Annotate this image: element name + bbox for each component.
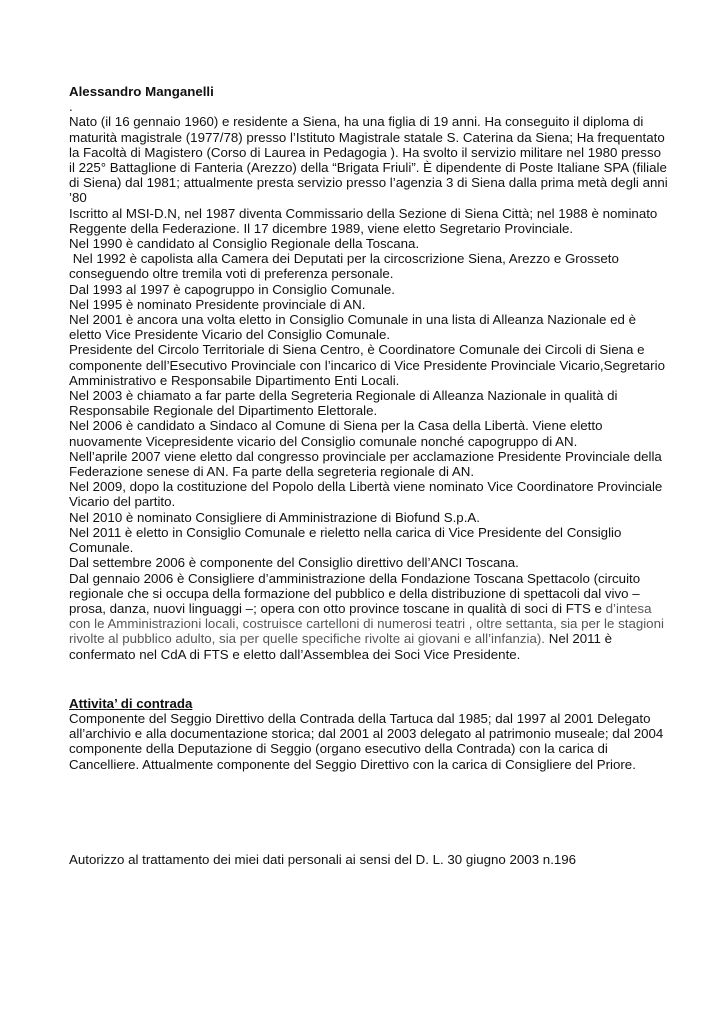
fts-text-part2: Nel 2011 è confermato nel CdA di FTS e eletto dall’Assemblea dei Soci Vice Presidente.	[69, 631, 613, 662]
bio-paragraph-12: Nel 2009, dopo la costituzione del Popolo della Libertà viene nominato Vice Coordinatore Provinciale Vicario del partito.	[69, 479, 663, 510]
bio-paragraph-8: Presidente del Circolo Territoriale di Siena Centro, è Coordinatore Comunale dei Circoli di Siena e componente dell’Esecutivo Provinciale con l’incarico di Vice Presidente Provinciale Vicario,Segretario Amministrativo e Responsabile Dipartimento Enti Locali.	[69, 342, 665, 388]
bio-paragraph-11: Nell’aprile 2007 viene eletto dal congresso provinciale per acclamazione Presidente Provinciale della Federazione senese di AN. Fa parte della segreteria regionale di AN.	[69, 448, 662, 480]
contrada-section	[69, 711, 669, 772]
separator-dot: .	[69, 99, 73, 115]
authorization-statement: Autorizzo al trattamento dei miei dati personali ai sensi del D. L. 30 giugno 2003 n.196	[69, 852, 577, 867]
fts-text-part1: Dal gennaio 2006 è Consigliere d’amministrazione della Fondazione Toscana Spettacolo (circuito regionale che si occupa della formazione del pubblico e della distribuzione di spettacoli dal vivo – prosa, danza, nuovi linguaggi –; opera con otto province toscane in qualità di soci di FTS e	[69, 570, 641, 616]
document-body	[69, 84, 669, 772]
fts-text-gray: d’intesa con le Amministrazioni locali, costruisce cartelloni di numerosi teatri , oltre settanta, sia per le stagioni rivolte al pubblico adulto, sia per quelle specifiche rivolte ai giovani e all’infanzia).	[69, 600, 664, 647]
bio-paragraph-4: Nel 1992 è capolista alla Camera dei Deputati per la circoscrizione Siena, Arezzo e Grosseto conseguendo oltre tremila voti di preferenza personale.	[69, 251, 623, 282]
biography-section	[69, 114, 669, 661]
bio-paragraph-14: Nel 2011 è eletto in Consiglio Comunale e rieletto nella carica di Vice Presidente del Consiglio Comunale.	[69, 524, 622, 556]
bio-paragraph-13: Nel 2010 è nominato Consigliere di Amministrazione di Biofund S.p.A.	[69, 509, 480, 525]
bio-paragraph-6: Nel 1995 è nominato Presidente provinciale di AN.	[69, 296, 366, 312]
bio-paragraph-10: Nel 2006 è candidato a Sindaco al Comune di Siena per la Casa della Libertà. Viene eletto nuovamente Vicepresidente vicario del Consiglio comunale nonché capogruppo di AN.	[69, 418, 603, 449]
bio-paragraph-3: Nel 1990 è candidato al Consiglio Regionale della Toscana.	[69, 236, 420, 252]
bio-paragraph-2: Iscritto al MSI-D.N, nel 1987 diventa Commissario della Sezione di Siena Città; nel 1988 è nominato Reggente della Federazione. Il 17 dicembre 1989, viene eletto Segretario Provinciale.	[69, 205, 658, 236]
bio-paragraph-1: Nato (il 16 gennaio 1960) e residente a Siena, ha una figlia di 19 anni. Ha conseguito il diploma di maturità magistrale (1977/78) presso l’Istituto Magistrale statale S. Caterina da Siena; Ha frequentato la Facoltà di Magistero (Corso di Laurea in Pedagogia ). Ha svolto il servizio militare nel 1980 presso il 225° Battaglione di Fanteria (Arezzo) della “Brigata Friuli”. È dipendente di Poste Italiane SPA (filiale di Siena) dal 1981; attualmente presta servizio presso l’agenzia 3 di Siena dalla prima metà degli anni ’80	[69, 114, 668, 206]
bio-paragraph-7: Nel 2001 è ancora una volta eletto in Consiglio Comunale in una lista di Alleanza Nazionale ed è eletto Vice Presidente Vicario del Consiglio Comunale.	[69, 312, 636, 343]
bio-paragraph-15: Dal settembre 2006 è componente del Consiglio direttivo dell’ANCI Toscana.	[69, 555, 519, 571]
person-name-heading: Alessandro Manganelli	[69, 84, 214, 99]
bio-paragraph-9: Nel 2003 è chiamato a far parte della Segreteria Regionale di Alleanza Nazionale in qualità di Responsabile Regionale del Dipartimento Elettorale.	[69, 388, 618, 419]
bio-paragraph-5: Dal 1993 al 1997 è capogruppo in Consiglio Comunale.	[69, 281, 395, 297]
contrada-paragraph: Componente del Seggio Direttivo della Contrada della Tartuca dal 1985; dal 1997 al 2001 Delegato all’archivio e alla documentazione storica; dal 2001 al 2003 delegato al patrimonio museale; dal 2004 componente della Deputazione di Seggio (organo esecutivo della Contrada) con la carica di Cancelliere. Attualmente componente del Seggio Direttivo con la carica di Consigliere del Priore.	[69, 710, 664, 772]
contrada-section-title: Attivita’ di contrada	[69, 695, 193, 711]
fts-paragraph	[69, 571, 669, 662]
